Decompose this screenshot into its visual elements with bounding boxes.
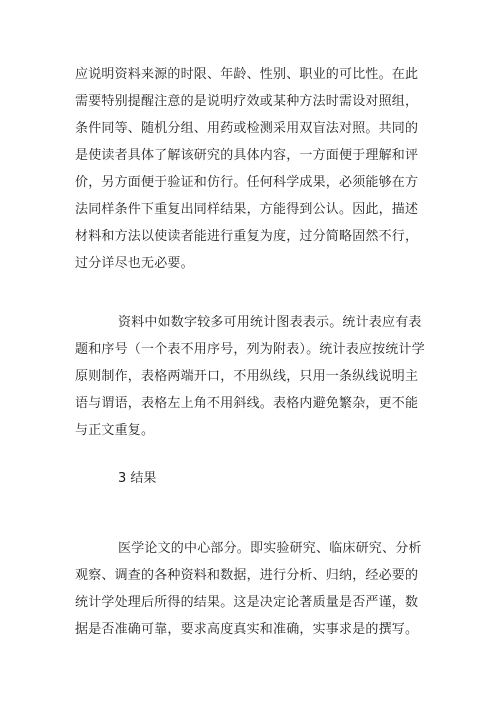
paragraph-line: 是使读者具体了解该研究的具体内容，一方面便于理解和评 (75, 148, 419, 163)
paragraph-line: 统计学处理后所得的结果。这是决定论著质量是否严谨，数 (75, 595, 419, 610)
paragraph-line: 法同样条件下重复出同样结果，方能得到公认。因此，描述 (75, 202, 419, 217)
paragraph-line: 材料和方法以使读者能进行重复为度，过分简略固然不行， (75, 229, 419, 244)
section-heading: 3 结果 (118, 471, 157, 486)
paragraph-line: 原则制作，表格两端开口，不用纵线，只用一条纵线说明主 (75, 369, 419, 384)
paragraph-line: 条件同等、随机分组、用药或检测采用双盲法对照。共同的 (75, 121, 419, 136)
paragraph-line: 过分详尽也无必要。 (75, 256, 194, 271)
paragraph-line: 应说明资料来源的时限、年龄、性别、职业的可比性。在此 (75, 67, 419, 82)
paragraph-line: 题和序号（一个表不用序号，列为附表）。统计表应按统计学 (75, 342, 425, 357)
paragraph-line: 价，另方面便于验证和仿行。任何科学成果，必须能够在方 (75, 175, 419, 190)
paragraph-line: 与正文重复。 (75, 423, 155, 438)
paragraph-line: 语与谓语，表格左上角不用斜线。表格内避免繁杂，更不能 (75, 396, 419, 411)
paragraph-line: 资料中如数字较多可用统计图表表示。统计表应有表 (118, 315, 422, 330)
paragraph-line: 需要特别提醒注意的是说明疗效或某种方法时需设对照组， (75, 94, 419, 109)
paragraph-line: 据是否准确可靠，要求高度真实和准确，实事求是的撰写。 (75, 622, 419, 637)
paragraph-line: 医学论文的中心部分。即实验研究、临床研究、分析 (118, 541, 422, 556)
paragraph-line: 观察、调查的各种资料和数据，进行分析、归纳，经必要的 (75, 568, 419, 583)
